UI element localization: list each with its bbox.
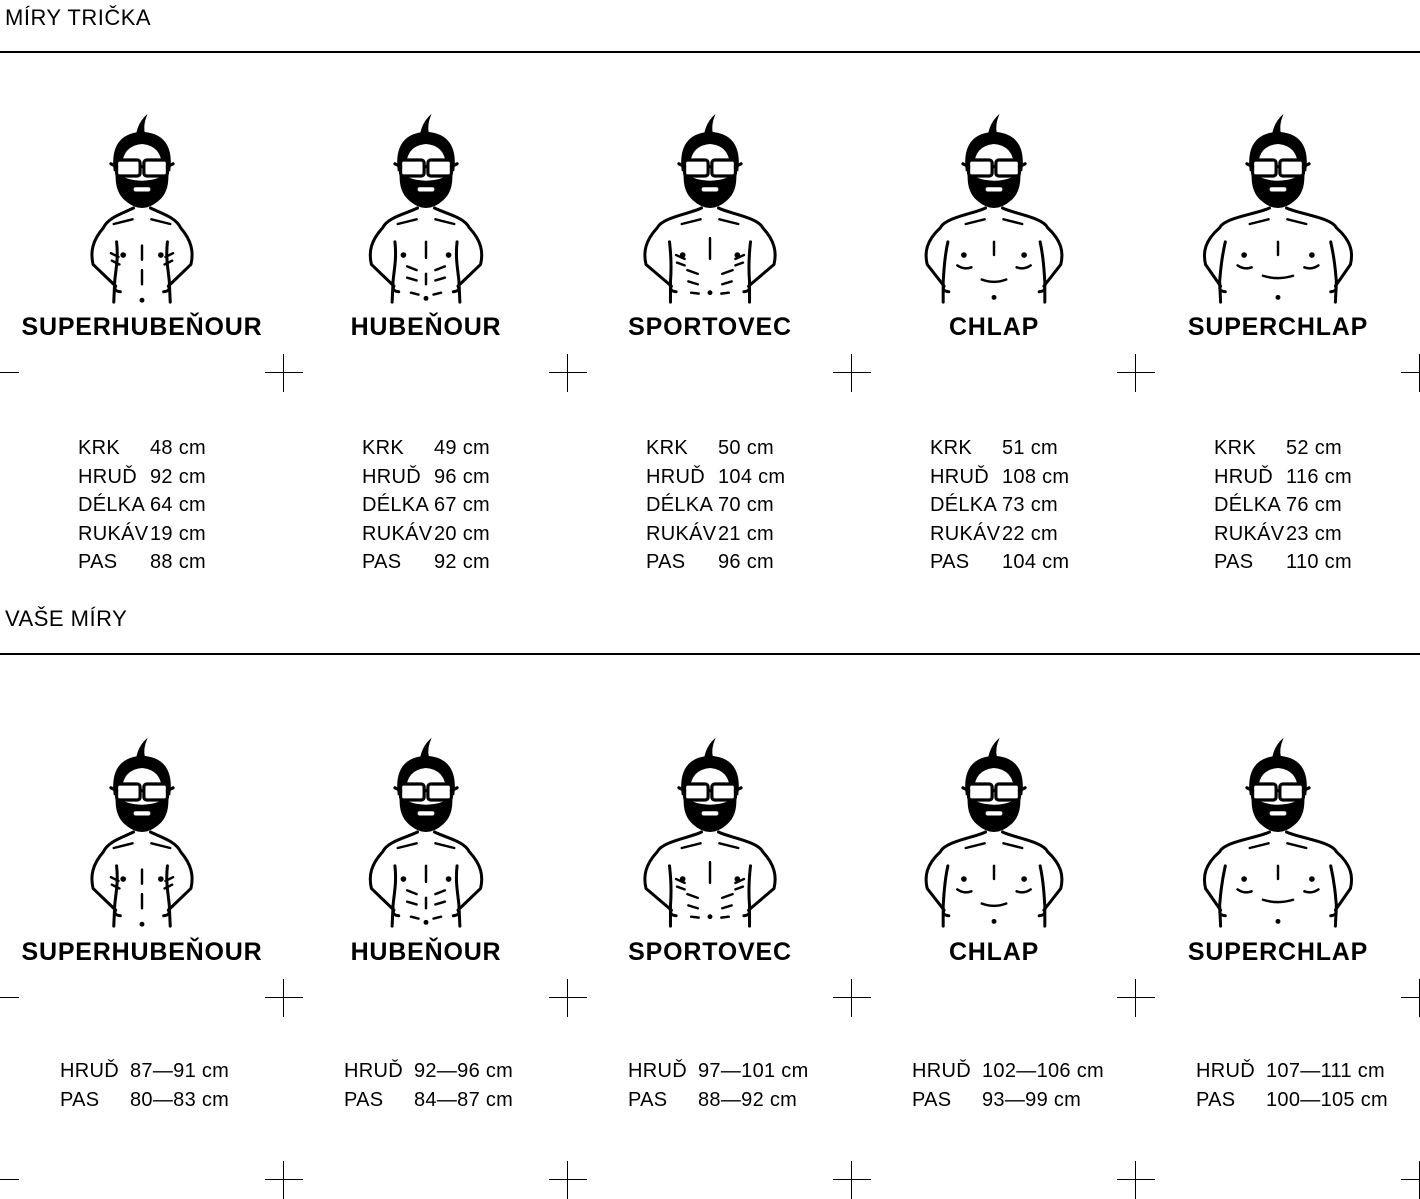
measurement-value: 92 cm bbox=[150, 465, 206, 488]
crop-mark-cross bbox=[265, 354, 303, 392]
crop-mark-cross bbox=[833, 979, 871, 1017]
measurement-list bbox=[912, 1057, 1104, 1114]
measurement-label: PAS bbox=[628, 1088, 668, 1111]
measurement-label: HRUĎ bbox=[912, 1060, 971, 1082]
section-title-your-measurements: VAŠE MÍRY bbox=[5, 606, 128, 631]
measurement-label: RUKÁV bbox=[78, 522, 149, 545]
figure-athletic bbox=[568, 736, 852, 928]
measurement-label: RUKÁV bbox=[646, 522, 717, 545]
measurement-value: 84—87 cm bbox=[414, 1088, 514, 1111]
measurement-value: 52 cm bbox=[1286, 437, 1342, 459]
hair-spike-icon bbox=[136, 738, 147, 757]
measurement-value: 110 cm bbox=[1286, 551, 1352, 573]
crop-mark-cross bbox=[0, 979, 19, 1017]
measurement-row bbox=[646, 548, 785, 577]
measurement-label: PAS bbox=[1214, 551, 1254, 573]
measurement-row bbox=[646, 434, 785, 463]
glasses-icon bbox=[111, 784, 173, 800]
mouth bbox=[986, 811, 1003, 815]
crop-mark-cross bbox=[265, 1161, 303, 1199]
measurement-row bbox=[930, 520, 1069, 549]
figure-heavy bbox=[1136, 736, 1420, 928]
hair-spike-icon bbox=[704, 114, 715, 133]
measurement-row bbox=[1214, 520, 1352, 549]
measurement-value: 22 cm bbox=[1002, 522, 1058, 545]
size-name-label: SUPERHUBEŇOUR bbox=[21, 313, 263, 341]
section-title-shirt-measurements: MÍRY TRIČKA bbox=[5, 5, 152, 30]
measurement-row bbox=[78, 548, 206, 577]
man-figure-svg bbox=[29, 112, 255, 304]
glasses-icon bbox=[679, 784, 741, 800]
measurement-value: 23 cm bbox=[1286, 522, 1342, 545]
measurement-label: HRUĎ bbox=[78, 465, 137, 488]
measurement-label: DÉLKA bbox=[646, 494, 714, 516]
size-name-label: SPORTOVEC bbox=[628, 313, 792, 341]
measurement-value: 76 cm bbox=[1286, 494, 1342, 516]
measurement-row bbox=[628, 1086, 809, 1115]
mouth bbox=[1270, 811, 1287, 815]
measurement-value: 19 cm bbox=[150, 522, 206, 545]
measurement-label: RUKÁV bbox=[362, 522, 433, 545]
measurement-value: 100—105 cm bbox=[1266, 1088, 1388, 1111]
measurement-value: 67 cm bbox=[434, 494, 490, 516]
glasses-icon bbox=[111, 160, 173, 176]
figure-skinny bbox=[284, 736, 568, 928]
measurement-row bbox=[362, 491, 490, 520]
measurement-value: 92 cm bbox=[434, 551, 490, 573]
measurement-value: 49 cm bbox=[434, 437, 490, 459]
measurement-value: 97—101 cm bbox=[698, 1060, 809, 1082]
hair-spike-icon bbox=[420, 114, 431, 133]
measurement-label: KRK bbox=[930, 437, 973, 459]
size-name-label: CHLAP bbox=[948, 938, 1040, 966]
hair-spike-icon bbox=[988, 114, 999, 133]
crop-mark-cross bbox=[833, 1161, 871, 1199]
measurement-row bbox=[628, 1057, 809, 1086]
measurement-row bbox=[362, 463, 490, 492]
measurement-row bbox=[1214, 463, 1352, 492]
man-figure-svg bbox=[1165, 112, 1391, 304]
measurement-label: RUKÁV bbox=[930, 522, 1001, 545]
measurement-value: 107—111 cm bbox=[1266, 1060, 1385, 1082]
measurement-value: 104 cm bbox=[718, 465, 786, 488]
measurement-row bbox=[646, 463, 785, 492]
chest-details bbox=[111, 843, 173, 926]
measurement-label: PAS bbox=[930, 551, 970, 573]
chest-details bbox=[1238, 219, 1319, 300]
mouth bbox=[986, 187, 1003, 191]
measurement-row bbox=[912, 1086, 1104, 1115]
mouth bbox=[1270, 187, 1287, 191]
size-name-label: SUPERCHLAP bbox=[1187, 313, 1369, 341]
measurement-label: HRUĎ bbox=[344, 1060, 403, 1082]
measurement-label: RUKÁV bbox=[1214, 522, 1285, 545]
figure-athletic bbox=[568, 112, 852, 304]
measurement-label: PAS bbox=[912, 1088, 952, 1111]
measurement-value: 21 cm bbox=[718, 522, 774, 545]
crop-mark-cross bbox=[549, 354, 587, 392]
measurement-row bbox=[930, 463, 1069, 492]
measurement-row bbox=[344, 1086, 513, 1115]
measurement-value: 96 cm bbox=[434, 465, 490, 488]
measurement-row bbox=[1196, 1086, 1388, 1115]
measurement-row bbox=[1214, 548, 1352, 577]
man-figure-svg bbox=[881, 736, 1107, 928]
crop-mark-cross bbox=[1401, 354, 1420, 392]
measurement-list bbox=[1196, 1057, 1388, 1114]
chest-details bbox=[398, 219, 454, 301]
measurement-label: KRK bbox=[646, 437, 689, 459]
measurement-row bbox=[362, 548, 490, 577]
measurement-value: 48 cm bbox=[150, 437, 206, 459]
measurement-label: KRK bbox=[362, 437, 405, 459]
measurement-label: HRUĎ bbox=[1214, 465, 1273, 488]
man-figure-svg bbox=[313, 736, 539, 928]
measurement-row bbox=[646, 520, 785, 549]
hair-spike-icon bbox=[704, 738, 715, 757]
mouth bbox=[418, 811, 435, 815]
measurement-value: 108 cm bbox=[1002, 465, 1070, 488]
measurement-row bbox=[78, 434, 206, 463]
measurement-value: 104 cm bbox=[1002, 551, 1070, 573]
measurement-row bbox=[1214, 491, 1352, 520]
measurement-value: 80—83 cm bbox=[130, 1088, 230, 1111]
glasses-icon bbox=[963, 160, 1025, 176]
measurement-list bbox=[60, 1057, 229, 1114]
measurement-list bbox=[930, 434, 1069, 577]
glasses-icon bbox=[963, 784, 1025, 800]
measurement-row bbox=[1214, 434, 1352, 463]
hair-spike-icon bbox=[420, 738, 431, 757]
measurement-value: 88—92 cm bbox=[698, 1088, 798, 1111]
size-name-label: SUPERCHLAP bbox=[1187, 938, 1369, 966]
crop-mark-cross bbox=[833, 354, 871, 392]
measurement-list bbox=[628, 1057, 809, 1114]
man-figure-svg bbox=[313, 112, 539, 304]
measurement-row bbox=[1196, 1057, 1388, 1086]
measurement-label: PAS bbox=[1196, 1088, 1236, 1111]
crop-mark-cross bbox=[0, 1161, 19, 1199]
measurement-label: DÉLKA bbox=[362, 494, 430, 516]
measurement-row bbox=[60, 1086, 229, 1115]
measurement-row bbox=[362, 434, 490, 463]
chest-details bbox=[398, 843, 454, 925]
measurement-list bbox=[1214, 434, 1352, 577]
mouth bbox=[134, 187, 151, 191]
man-figure-svg bbox=[881, 112, 1107, 304]
measurement-row bbox=[78, 491, 206, 520]
glasses-icon bbox=[1247, 160, 1309, 176]
measurement-row bbox=[78, 520, 206, 549]
figure-very-skinny bbox=[0, 112, 284, 304]
measurement-list bbox=[646, 434, 785, 577]
measurement-row bbox=[912, 1057, 1104, 1086]
mouth bbox=[702, 187, 719, 191]
measurement-row bbox=[930, 434, 1069, 463]
measurement-list bbox=[362, 434, 490, 577]
measurement-list bbox=[344, 1057, 513, 1114]
measurement-value: 20 cm bbox=[434, 522, 490, 545]
hair-spike-icon bbox=[1272, 738, 1283, 757]
measurement-value: 96 cm bbox=[718, 551, 774, 573]
measurement-list bbox=[78, 434, 206, 577]
chest-details bbox=[957, 843, 1030, 924]
measurement-value: 102—106 cm bbox=[982, 1060, 1104, 1082]
measurement-value: 93—99 cm bbox=[982, 1088, 1082, 1111]
measurement-value: 50 cm bbox=[718, 437, 774, 459]
hair-spike-icon bbox=[1272, 114, 1283, 133]
crop-mark-cross bbox=[1117, 1161, 1155, 1199]
measurement-value: 64 cm bbox=[150, 494, 206, 516]
measurement-label: DÉLKA bbox=[78, 494, 146, 516]
measurement-label: HRUĎ bbox=[930, 465, 989, 488]
measurement-label: PAS bbox=[646, 551, 686, 573]
measurement-value: 51 cm bbox=[1002, 437, 1058, 459]
measurement-label: KRK bbox=[78, 437, 121, 459]
measurement-value: 92—96 cm bbox=[414, 1060, 514, 1082]
crop-mark-cross bbox=[265, 979, 303, 1017]
measurement-row bbox=[930, 548, 1069, 577]
measurement-row bbox=[344, 1057, 513, 1086]
measurement-row bbox=[60, 1057, 229, 1086]
measurement-label: DÉLKA bbox=[930, 494, 998, 516]
chest-details bbox=[676, 843, 744, 919]
crop-mark-cross bbox=[549, 1161, 587, 1199]
man-figure-svg bbox=[1165, 736, 1391, 928]
measurement-row bbox=[646, 491, 785, 520]
measurement-label: PAS bbox=[60, 1088, 100, 1111]
size-name-label: SPORTOVEC bbox=[628, 938, 792, 966]
measurement-row bbox=[930, 491, 1069, 520]
measurement-label: KRK bbox=[1214, 437, 1257, 459]
chest-details bbox=[1238, 843, 1319, 924]
crop-mark-cross bbox=[549, 979, 587, 1017]
man-figure-svg bbox=[597, 112, 823, 304]
man-figure-svg bbox=[29, 736, 255, 928]
crop-mark-cross bbox=[0, 354, 19, 392]
chest-details bbox=[111, 219, 173, 302]
measurement-value: 87—91 cm bbox=[130, 1060, 230, 1082]
divider-line-bottom bbox=[0, 653, 1420, 655]
glasses-icon bbox=[679, 160, 741, 176]
figure-stocky bbox=[852, 112, 1136, 304]
figure-very-skinny bbox=[0, 736, 284, 928]
crop-mark-cross bbox=[1401, 979, 1420, 1017]
divider-line-top bbox=[0, 51, 1420, 53]
man-figure-svg bbox=[597, 736, 823, 928]
measurement-value: 116 cm bbox=[1286, 465, 1352, 488]
figure-heavy bbox=[1136, 112, 1420, 304]
measurement-value: 73 cm bbox=[1002, 494, 1058, 516]
measurement-label: PAS bbox=[344, 1088, 384, 1111]
mouth bbox=[702, 811, 719, 815]
chest-details bbox=[957, 219, 1030, 300]
measurement-value: 88 cm bbox=[150, 551, 206, 573]
measurement-label: HRUĎ bbox=[60, 1060, 119, 1082]
measurement-label: HRUĎ bbox=[628, 1060, 687, 1082]
measurement-label: HRUĎ bbox=[1196, 1060, 1255, 1082]
measurement-row bbox=[362, 520, 490, 549]
figure-stocky bbox=[852, 736, 1136, 928]
glasses-icon bbox=[1247, 784, 1309, 800]
glasses-icon bbox=[395, 160, 457, 176]
measurement-label: PAS bbox=[362, 551, 402, 573]
hair-spike-icon bbox=[988, 738, 999, 757]
size-name-label: SUPERHUBEŇOUR bbox=[21, 938, 263, 966]
measurement-row bbox=[78, 463, 206, 492]
chest-details bbox=[676, 219, 744, 295]
size-name-label: HUBEŇOUR bbox=[350, 938, 502, 966]
size-name-label: HUBEŇOUR bbox=[350, 313, 502, 341]
measurement-label: PAS bbox=[78, 551, 118, 573]
measurement-label: HRUĎ bbox=[646, 465, 705, 488]
crop-mark-cross bbox=[1401, 1161, 1420, 1199]
crop-mark-cross bbox=[1117, 354, 1155, 392]
hair-spike-icon bbox=[136, 114, 147, 133]
measurement-label: HRUĎ bbox=[362, 465, 421, 488]
mouth bbox=[134, 811, 151, 815]
figure-skinny bbox=[284, 112, 568, 304]
crop-mark-cross bbox=[1117, 979, 1155, 1017]
glasses-icon bbox=[395, 784, 457, 800]
measurement-value: 70 cm bbox=[718, 494, 774, 516]
measurement-label: DÉLKA bbox=[1214, 494, 1282, 516]
size-name-label: CHLAP bbox=[948, 313, 1040, 341]
mouth bbox=[418, 187, 435, 191]
